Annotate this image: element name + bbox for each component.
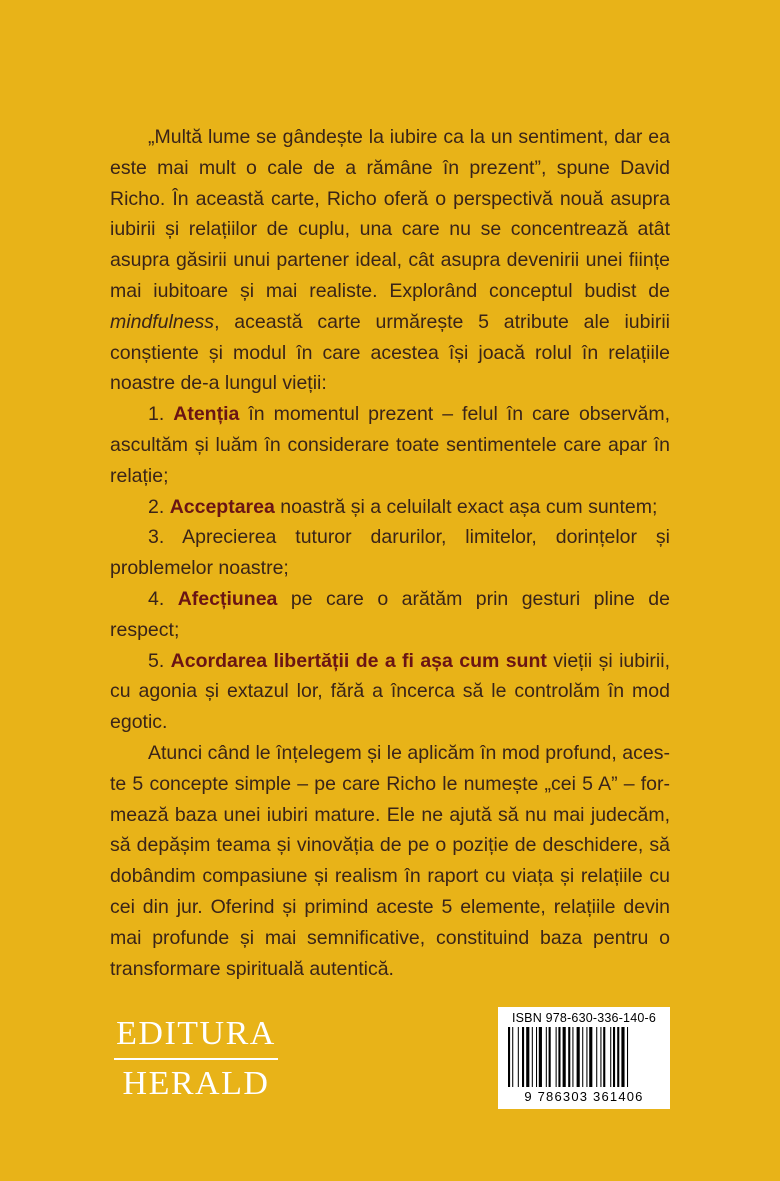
barcode-bar — [610, 1027, 611, 1087]
list-item-number: 5. — [148, 649, 171, 672]
barcode-bar — [577, 1027, 580, 1087]
barcode-bar — [522, 1027, 524, 1087]
list-item-text: pe care o arătăm prin gesturi pline de respect; — [110, 587, 670, 641]
publisher-divider — [114, 1058, 278, 1060]
list-item-number: 2. — [148, 495, 170, 518]
barcode-bar — [613, 1027, 615, 1087]
barcode-bar — [621, 1027, 624, 1087]
list-item — [110, 492, 670, 523]
list-item — [110, 584, 670, 646]
barcode-bar — [572, 1027, 573, 1087]
barcode-bar — [600, 1027, 601, 1087]
barcode-bar — [627, 1027, 628, 1087]
isbn-label: ISBN 978-630-336-140-6 — [511, 1011, 657, 1025]
barcode-bar — [532, 1027, 533, 1087]
barcode-bar — [617, 1027, 619, 1087]
barcode-bar — [563, 1027, 566, 1087]
barcode-bar — [536, 1027, 537, 1087]
list-item-keyword: Atenția — [173, 403, 240, 426]
isbn-digits: 9 786303 361406 — [524, 1089, 644, 1104]
list-item-number: 4. — [148, 587, 178, 610]
list-item-keyword: Afecțiunea — [177, 587, 278, 610]
list-item-keyword: Acceptarea — [169, 495, 275, 518]
list-item-number: 1. — [148, 403, 174, 426]
list-item — [110, 399, 670, 491]
list-item-text: în momentul prezent – felul în care observăm, ascultăm și luăm în considerare toate sentimentele care apar în relație; — [110, 403, 670, 487]
intro-text-1: „Multă lume se gândește la iubire ca la un sentiment, dar ea este mai mult o cale de a rămâne în prezent”, spune David Richo. În această carte, Richo oferă o perspectivă nouă asupra iubirii și relațiilor de cuplu, una care nu se concentrează atât asupra găsirii unui partener ideal, cât asupra devenirii unei ființe mai iubitoare și mai realiste. Explorând conceptul budist de — [110, 126, 670, 302]
list-item — [110, 646, 670, 738]
list-item-text: vieții și iubirii, cu agonia și extazul lor, fără a încerca să le controlăm în mod egotic. — [110, 649, 670, 734]
intro-text-2: , această carte urmărește 5 atribute ale iubirii conștiente și modul în care acestea își joacă rolul în relațiile noastre de-a lungul vieții: — [110, 310, 670, 395]
list-item-number: 3. — [148, 526, 183, 549]
barcode-bar — [518, 1027, 519, 1087]
barcode-bar — [589, 1027, 592, 1087]
list-item — [110, 522, 670, 584]
barcode-bar — [512, 1027, 513, 1087]
closing-paragraph: Atunci când le înțelegem și le aplicăm în mod profund, aceste 5 concepte simple – pe care Richo le numește „cei 5 A” – formează baza unei iubiri mature. Ele ne ajută să nu mai judecăm, să depășim teama și vinovăția de pe o poziție de deschidere, să dobândim compasiune și realism în raport cu viața și relațiile cu cei din jur. Oferind și primind aceste 5 elemente, relațiile devin mai profunde și mai semnificative, constituind baza pentru o transformare spirituală autentică. — [110, 741, 670, 980]
publisher-name-line1: EDITURA — [116, 1015, 276, 1052]
barcode-bar — [539, 1027, 542, 1087]
list-item-text: noastră și a celuilalt exact așa cum suntem; — [274, 495, 658, 518]
barcode-bar — [549, 1027, 551, 1087]
barcode-bar — [558, 1027, 560, 1087]
barcode-bar — [556, 1027, 557, 1087]
barcode-bar — [526, 1027, 529, 1087]
barcode-bar — [596, 1027, 597, 1087]
barcode-bar — [546, 1027, 547, 1087]
intro-italic-term: mindfulness — [110, 310, 215, 333]
barcode-bar — [586, 1027, 587, 1087]
barcode-bar — [508, 1027, 510, 1087]
list-item-text: Aprecierea tuturor darurilor, limitelor, dorințelor și problemelor noastre; — [110, 526, 670, 580]
barcode-bar — [582, 1027, 583, 1087]
isbn-barcode — [498, 1007, 670, 1109]
back-cover-blurb — [110, 122, 670, 984]
publisher-logo — [110, 1016, 282, 1102]
intro-paragraph — [110, 122, 670, 399]
barcode-bar — [603, 1027, 605, 1087]
publisher-name-line2: HERALD — [122, 1065, 270, 1102]
barcode-bars — [508, 1027, 660, 1087]
barcode-bar — [568, 1027, 570, 1087]
list-item-keyword: Acordarea libertății de a fi așa cum sunt — [170, 649, 547, 672]
